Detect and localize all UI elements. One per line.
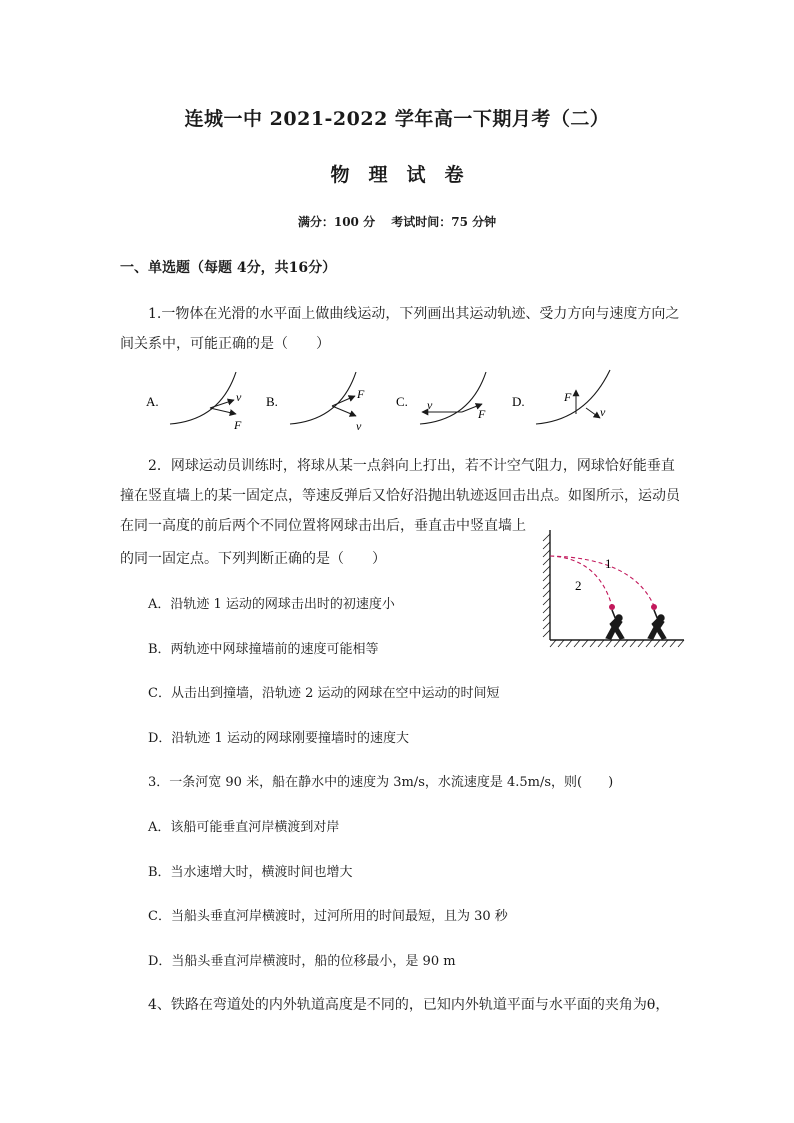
q3-stem: 3．一条河宽 90 米，船在静水中的速度为 3m/s，水流速度是 4.5m/s，则( ) [148,775,614,790]
choice-c-f-label: F [478,407,486,421]
section-heading: 一、单选题（每题 4分，共16分） [120,260,337,276]
choice-a-force-arrow [210,408,236,414]
q4-stem: 4、铁路在弯道处的内外轨道高度是不同的，已知内外轨道平面与水平面的夹角为θ， [148,997,670,1013]
q1-choices-svg [140,368,660,434]
choice-d-f-label: F [564,390,572,404]
exam-meta: 满分：100 分 考试时间：75 分钟 [297,215,497,229]
choice-c-v-label: v [427,398,433,412]
choice-d-label: D. [512,394,525,409]
choice-a-f-label: F [234,418,242,432]
choice-b-trajectory [290,372,356,424]
wall-hatching [543,534,550,637]
choice-a-v-label: v [236,390,242,404]
q1-stem-line2: 间关系中，可能正确的是（ ） [120,336,330,352]
trajectory-2-label: 2 [575,578,582,593]
choice-a-label: A. [146,394,159,409]
choice-d-trajectory [536,370,610,424]
choice-b-velocity-arrow [332,406,356,416]
tennis-wall-svg [538,528,688,650]
q3-option-b: B．当水速增大时，横渡时间也增大 [148,865,353,880]
q2-option-d: D．沿轨迹 1 运动的网球刚要撞墙时的速度大 [148,731,409,746]
q2-stem-line3: 在同一高度的前后两个不同位置将网球击出后，垂直击中竖直墙上 [120,518,526,534]
q2-option-b: B．两轨迹中网球撞墙前的速度可能相等 [148,642,379,657]
q1-choices-figure [140,368,660,434]
q3-option-c: C．当船头垂直河岸横渡时，过河所用的时间最短，且为 30 秒 [148,909,508,924]
trajectory-1 [550,556,654,606]
tennis-wall-figure [538,528,688,650]
exam-title: 连城一中 2021-2022 学年高一下期月考（二） [184,108,610,130]
q1-stem-line1: 1.一物体在光滑的水平面上做曲线运动，下列画出其运动轨迹、受力方向与速度方向之 [148,306,680,322]
choice-d-v-label: v [600,405,606,419]
q2-stem-line4: 的同一固定点。下列判断正确的是（ ） [120,551,386,567]
choice-a-trajectory [170,372,236,424]
choice-b-label: B. [266,394,278,409]
q2-stem-line1: 2．网球运动员训练时，将球从某一点斜向上打出，若不计空气阻力，网球恰好能垂直 [148,458,675,474]
subject-title: 物 理 试 卷 [330,164,464,186]
ball-2 [609,604,615,610]
choice-d-velocity-arrow [586,408,600,418]
choice-c-label: C. [396,394,408,409]
choice-b-f-label: F [357,387,365,401]
q2-option-a: A．沿轨迹 1 运动的网球击出时的初速度小 [148,597,395,612]
player-1-figure [648,610,666,639]
ball-1 [651,604,657,610]
choice-a-velocity-arrow [210,400,234,408]
trajectory-1-label: 1 [605,556,612,571]
player-2-figure [606,610,624,639]
choice-b-v-label: v [356,419,362,433]
q2-option-c: C．从击出到撞墙，沿轨迹 2 运动的网球在空中运动的时间短 [148,686,500,701]
q3-option-a: A．该船可能垂直河岸横渡到对岸 [148,820,340,835]
ground-hatching [550,640,684,647]
q2-stem-line2: 撞在竖直墙上的某一固定点，等速反弹后又恰好沿抛出轨迹返回击出点。如图所示，运动员 [120,488,680,504]
q3-option-d: D．当船头垂直河岸横渡时，船的位移最小，是 90 m [148,954,456,969]
